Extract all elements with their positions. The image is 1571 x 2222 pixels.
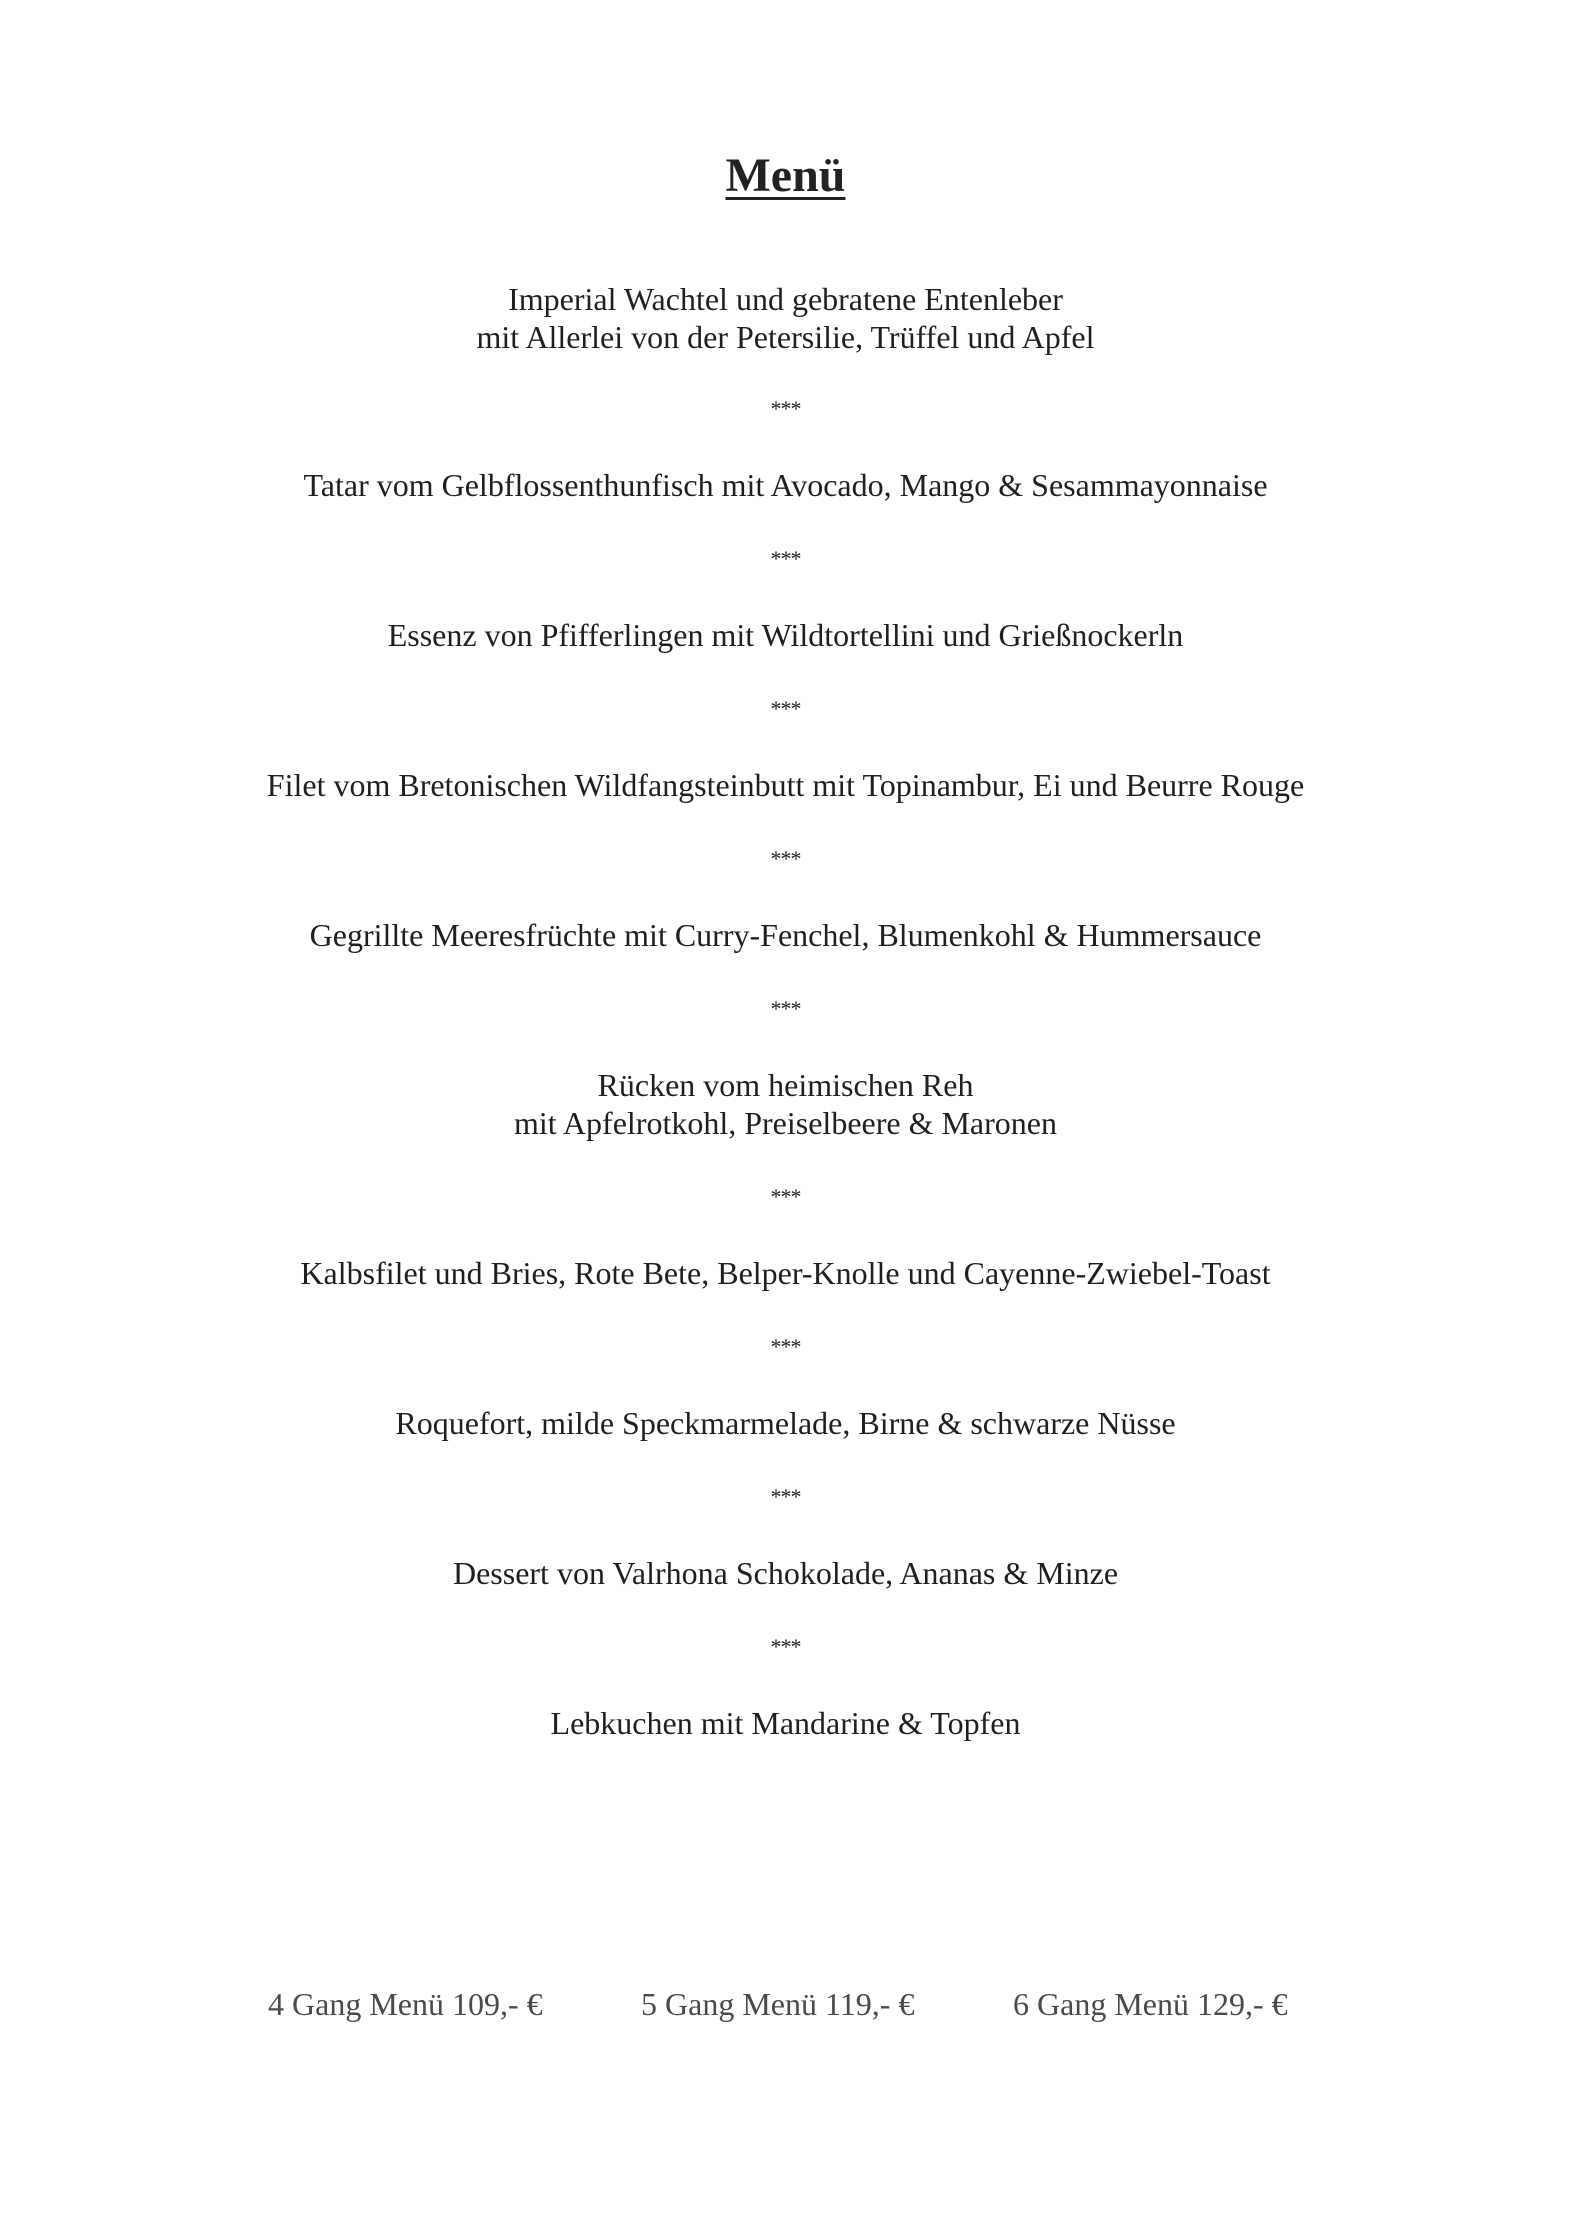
course-separator: *** (770, 1484, 801, 1509)
course-separator: *** (770, 996, 801, 1021)
course-separator: *** (770, 396, 801, 421)
price-row (0, 1982, 1571, 2026)
course-5 (0, 916, 1571, 954)
course-4-line-1: Filet vom Bretonischen Wildfangsteinbutt mit Topinambur, Ei und Beurre Rouge (266, 767, 1305, 803)
price-4-courses: 4 Gang Menü 109,- € (268, 1986, 543, 2022)
course-2-line-1: Tatar vom Gelbflossenthunfisch mit Avocado, Mango & Sesammayonnaise (303, 467, 1268, 503)
course-9 (0, 1554, 1571, 1592)
course-6 (0, 1066, 1571, 1142)
course-5-line-1: Gegrillte Meeresfrüchte mit Curry-Fenchel, Blumenkohl & Hummersauce (309, 917, 1262, 953)
course-1 (0, 280, 1571, 356)
price-6-courses: 6 Gang Menü 129,- € (1013, 1986, 1288, 2022)
course-3 (0, 616, 1571, 654)
course-7-line-1: Kalbsfilet und Bries, Rote Bete, Belper-Knolle und Cayenne-Zwiebel-Toast (300, 1255, 1271, 1291)
course-6-line-2: mit Apfelrotkohl, Preiselbeere & Maronen (514, 1105, 1057, 1141)
course-separator: *** (770, 696, 801, 721)
course-8 (0, 1404, 1571, 1442)
course-separator: *** (770, 1184, 801, 1209)
course-10-line-1: Lebkuchen mit Mandarine & Topfen (550, 1705, 1021, 1741)
course-9-line-1: Dessert von Valrhona Schokolade, Ananas & Minze (452, 1555, 1119, 1591)
page-title-text: Menü (725, 149, 846, 202)
course-2 (0, 466, 1571, 504)
course-10 (0, 1704, 1571, 1742)
course-7 (0, 1254, 1571, 1292)
course-separator: *** (770, 1334, 801, 1359)
course-8-line-1: Roquefort, milde Speckmarmelade, Birne & schwarze Nüsse (395, 1405, 1176, 1441)
price-5-courses: 5 Gang Menü 119,- € (641, 1986, 915, 2022)
course-3-line-1: Essenz von Pfifferlingen mit Wildtortellini und Grießnockerln (387, 617, 1184, 653)
course-separator: *** (770, 546, 801, 571)
course-1-line-1: Imperial Wachtel und gebratene Entenleber (508, 281, 1063, 317)
page-title (0, 146, 1571, 206)
course-6-line-1: Rücken vom heimischen Reh (597, 1067, 974, 1103)
course-separator: *** (770, 1634, 801, 1659)
course-4 (0, 766, 1571, 804)
course-1-line-2: mit Allerlei von der Petersilie, Trüffel und Apfel (476, 319, 1095, 355)
course-separator: *** (770, 846, 801, 871)
